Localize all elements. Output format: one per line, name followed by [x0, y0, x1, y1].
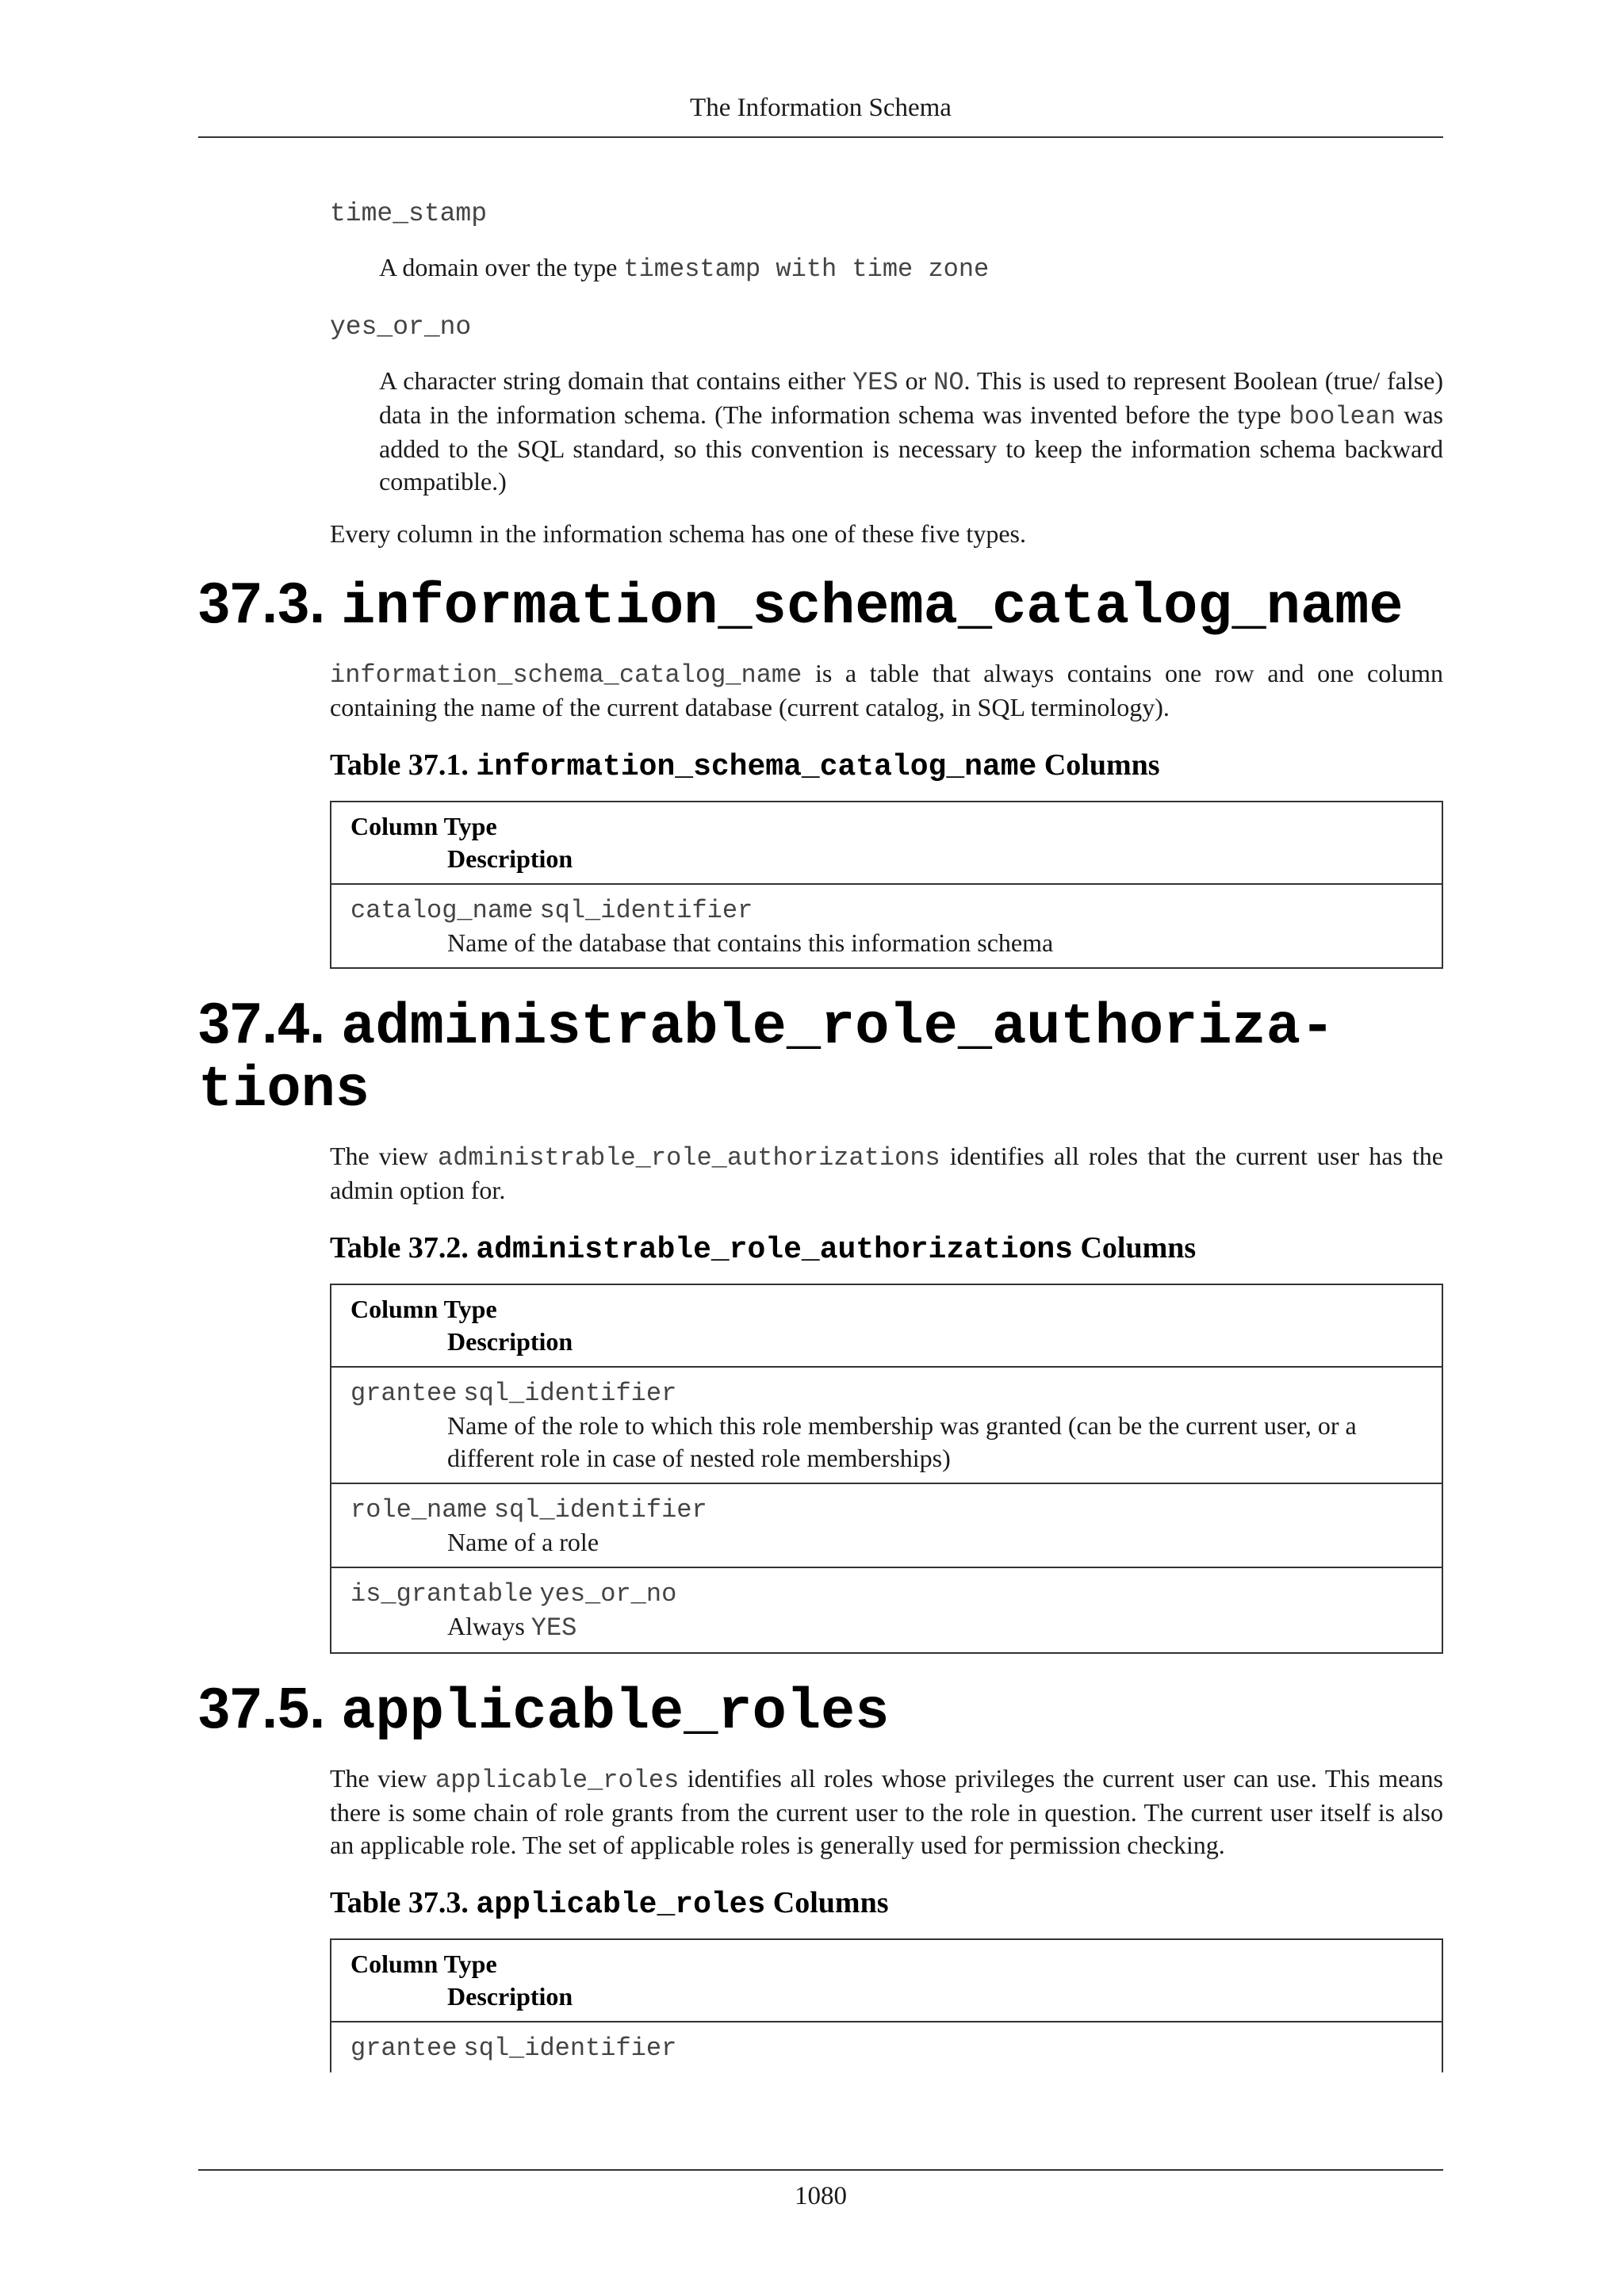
table-title-37-1 — [330, 746, 1443, 786]
code-yes: YES — [852, 368, 898, 397]
domain-def-time-stamp — [379, 251, 1443, 285]
table-label: Table 37.1. — [330, 748, 477, 782]
intro-code: applicable_roles — [435, 1766, 680, 1795]
table-header-cell — [331, 1284, 1442, 1367]
domain-term-yes-or-no: yes_or_no — [330, 312, 472, 342]
def-text: or — [898, 366, 934, 395]
header-description: Description — [447, 844, 573, 873]
domain-term-time-stamp: time_stamp — [330, 199, 488, 228]
table-title-37-3 — [330, 1884, 1443, 1924]
column-name: catalog_name — [350, 896, 534, 925]
intro-code: information_schema_catalog_name — [330, 660, 802, 690]
code-no: NO — [933, 368, 964, 397]
intro-code: administrable_role_authorizations — [438, 1143, 940, 1173]
summary-paragraph: Every column in the information schema has one of these five types. — [330, 519, 1026, 548]
section-name: applicable_roles — [341, 1680, 890, 1745]
section-name: information_schema_catalog_name — [341, 575, 1404, 640]
page-number: 1080 — [795, 2182, 847, 2210]
table-row — [331, 884, 1442, 968]
page-content — [198, 190, 1443, 2072]
table-row — [331, 1483, 1442, 1567]
column-description — [350, 1610, 1423, 1644]
table-cell — [331, 1567, 1442, 1653]
section-name-line-1: administrable_role_authoriza- — [341, 995, 1335, 1060]
column-name: grantee — [350, 1379, 458, 1408]
table-code: information_schema_catalog_name — [476, 750, 1037, 784]
table-header-cell — [331, 1939, 1442, 2022]
def-text: . This is used to represent Boolean (true/ false) data in the information schema. (The information schema was invented before the type — [379, 366, 1444, 429]
section-name-line-2: tions — [198, 1058, 370, 1123]
table-header-cell — [331, 802, 1442, 884]
intro-text: identifies all roles that the current user has the admin option for. — [330, 1142, 1444, 1204]
table-row — [331, 1567, 1442, 1653]
section-number: 37.5. — [198, 1677, 326, 1740]
section-title-37-4 — [198, 992, 1443, 1123]
header-description: Description — [447, 1982, 573, 2011]
table-cell — [331, 2022, 1442, 2072]
table-suffix: Columns — [1072, 1231, 1197, 1265]
section-intro-37-5 — [330, 1762, 1443, 1862]
column-name: role_name — [350, 1495, 488, 1525]
column-name: is_grantable — [350, 1579, 534, 1609]
def-text: A domain over the type — [379, 253, 624, 281]
intro-text: The view — [330, 1142, 439, 1170]
column-type: sql_identifier — [463, 1379, 677, 1408]
code-boolean: boolean — [1289, 402, 1396, 431]
column-name: grantee — [350, 2034, 458, 2063]
section-title-37-5 — [198, 1677, 1443, 1745]
domain-def-yes-or-no — [379, 365, 1443, 498]
table-title-37-2 — [330, 1229, 1443, 1269]
section-intro-37-3 — [330, 657, 1443, 724]
table-header-row — [331, 1939, 1442, 2022]
header-description: Description — [447, 1327, 573, 1356]
header-column-type: Column Type — [350, 812, 497, 840]
column-type: sql_identifier — [463, 2034, 677, 2063]
table-37-1 — [330, 801, 1443, 969]
table-code: administrable_role_authorizations — [476, 1233, 1073, 1267]
section-title-37-3 — [198, 572, 1443, 640]
header-column-type: Column Type — [350, 1950, 497, 1978]
table-code: applicable_roles — [476, 1888, 766, 1922]
table-37-2 — [330, 1284, 1443, 1654]
table-37-3 — [330, 1938, 1443, 2072]
table-label: Table 37.2. — [330, 1231, 477, 1265]
table-row — [331, 2022, 1442, 2072]
column-type: yes_or_no — [539, 1579, 677, 1609]
desc-code: YES — [530, 1613, 577, 1643]
column-description: Name of the role to which this role membership was granted (can be the current user, or a different role in case of nested role memberships) — [447, 1411, 1357, 1472]
def-code: timestamp with time zone — [623, 254, 990, 284]
desc-text: Always — [447, 1612, 531, 1640]
column-type: sql_identifier — [493, 1495, 707, 1525]
header-column-type: Column Type — [350, 1295, 497, 1323]
table-cell — [331, 1367, 1442, 1483]
intro-text: is a table that always contains one row and one column containing the name of the current database (current catalog, in SQL terminology). — [330, 659, 1443, 721]
page-header: The Information Schema — [690, 94, 952, 122]
footer-rule — [198, 2169, 1443, 2171]
column-description: Name of the database that contains this information schema — [447, 928, 1054, 957]
table-header-row — [331, 802, 1442, 884]
intro-text: The view — [330, 1764, 436, 1793]
def-text: was added to the SQL standard, so this convention is necessary to keep the information schema backward compatible.) — [379, 400, 1444, 496]
table-suffix: Columns — [765, 1886, 889, 1919]
intro-text: identifies all roles whose privileges the current user can use. This means there is some chain of role grants from the current user to the role in question. The current user itself is also an applicable role. The set of applicable roles is generally used for permission checking. — [330, 1764, 1443, 1859]
section-intro-37-4 — [330, 1140, 1443, 1207]
table-cell — [331, 884, 1442, 968]
table-suffix: Columns — [1036, 748, 1160, 782]
table-header-row — [331, 1284, 1442, 1367]
table-row — [331, 1367, 1442, 1483]
header-rule — [198, 136, 1443, 138]
column-description: Name of a role — [447, 1528, 599, 1556]
section-number: 37.4. — [198, 992, 326, 1055]
table-label: Table 37.3. — [330, 1886, 477, 1919]
table-cell — [331, 1483, 1442, 1567]
def-text: A character string domain that contains either — [379, 366, 853, 395]
section-number: 37.3. — [198, 572, 326, 635]
column-type: sql_identifier — [539, 896, 753, 925]
